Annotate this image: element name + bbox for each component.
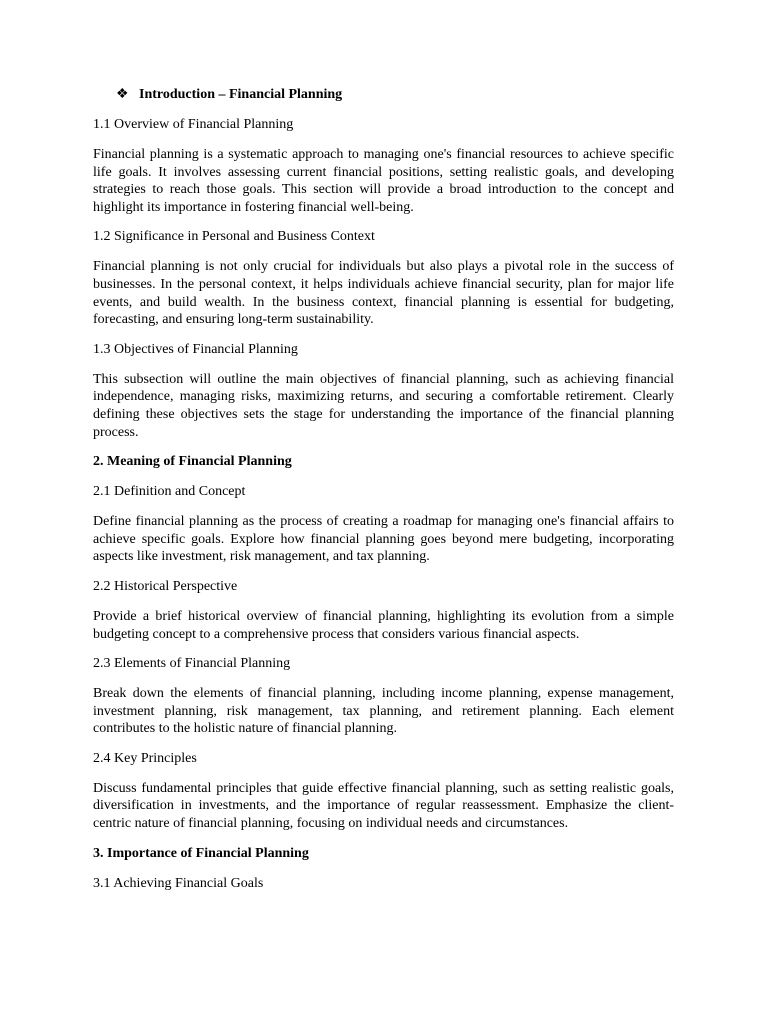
subheading-2-1: 2.1 Definition and Concept xyxy=(93,484,246,500)
subheading-2-2: 2.2 Historical Perspective xyxy=(93,578,238,594)
paragraph-2-2: Provide a brief historical overview of financial planning, highlighting its evolution from a simple budgeting concept to a comprehensive process that considers various financial aspects. xyxy=(93,608,674,642)
section-heading-3: 3. Importance of Financial Planning xyxy=(93,845,309,861)
subheading-1-1: 1.1 Overview of Financial Planning xyxy=(93,117,294,132)
paragraph-1-3: This subsection will outline the main objectives of financial planning, such as achieving financial independence, managing risks, maximizing returns, and securing a comfortable retirement. Clearly defining these objectives sets the stage for understanding the importance of the financial planning process. xyxy=(93,371,674,440)
subheading-1-2: 1.2 Significance in Personal and Business Context xyxy=(93,229,375,245)
paragraph-2-3: Break down the elements of financial planning, including income planning, expense management, investment planning, risk management, tax planning, and retirement planning. Each element contributes to the holistic nature of financial planning. xyxy=(93,686,674,737)
subheading-2-4: 2.4 Key Principles xyxy=(93,750,197,766)
subheading-1-3: 1.3 Objectives of Financial Planning xyxy=(93,341,298,357)
paragraph-1-2: Financial planning is not only crucial for individuals but also plays a pivotal role in the success of businesses. In the personal context, it helps individuals achieve financial security, plan for major life events, and build wealth. In the business context, financial planning is essential for budgeting, forecasting, and ensuring long-term sustainability. xyxy=(93,259,674,328)
diamond-bullet-icon: ❖ xyxy=(116,87,129,102)
paragraph-2-4: Discuss fundamental principles that guide effective financial planning, such as setting realistic goals, diversification in investments, and the importance of regular reassessment. Emphasize the client-centric nature of financial planning, focusing on individual needs and circumstances. xyxy=(93,780,674,832)
paragraph-1-1: Financial planning is a systematic approach to managing one's financial resources to achieve specific life goals. It involves assessing current financial positions, setting realistic goals, and developing strategies to reach those goals. This section will provide a broad introduction to the concept and highlight its importance in fostering financial well-being. xyxy=(93,147,674,215)
subheading-2-3: 2.3 Elements of Financial Planning xyxy=(93,656,291,672)
document-page xyxy=(93,86,674,905)
subheading-3-1: 3.1 Achieving Financial Goals xyxy=(93,875,264,891)
section-heading-2: 2. Meaning of Financial Planning xyxy=(93,454,292,470)
intro-heading xyxy=(93,86,674,104)
intro-heading-text: Introduction – Financial Planning xyxy=(139,87,343,102)
paragraph-2-1: Define financial planning as the process of creating a roadmap for managing one's financial affairs to achieve specific goals. Explore how financial planning goes beyond mere budgeting, incorporating aspects like investment, risk management, and tax planning. xyxy=(93,514,674,565)
